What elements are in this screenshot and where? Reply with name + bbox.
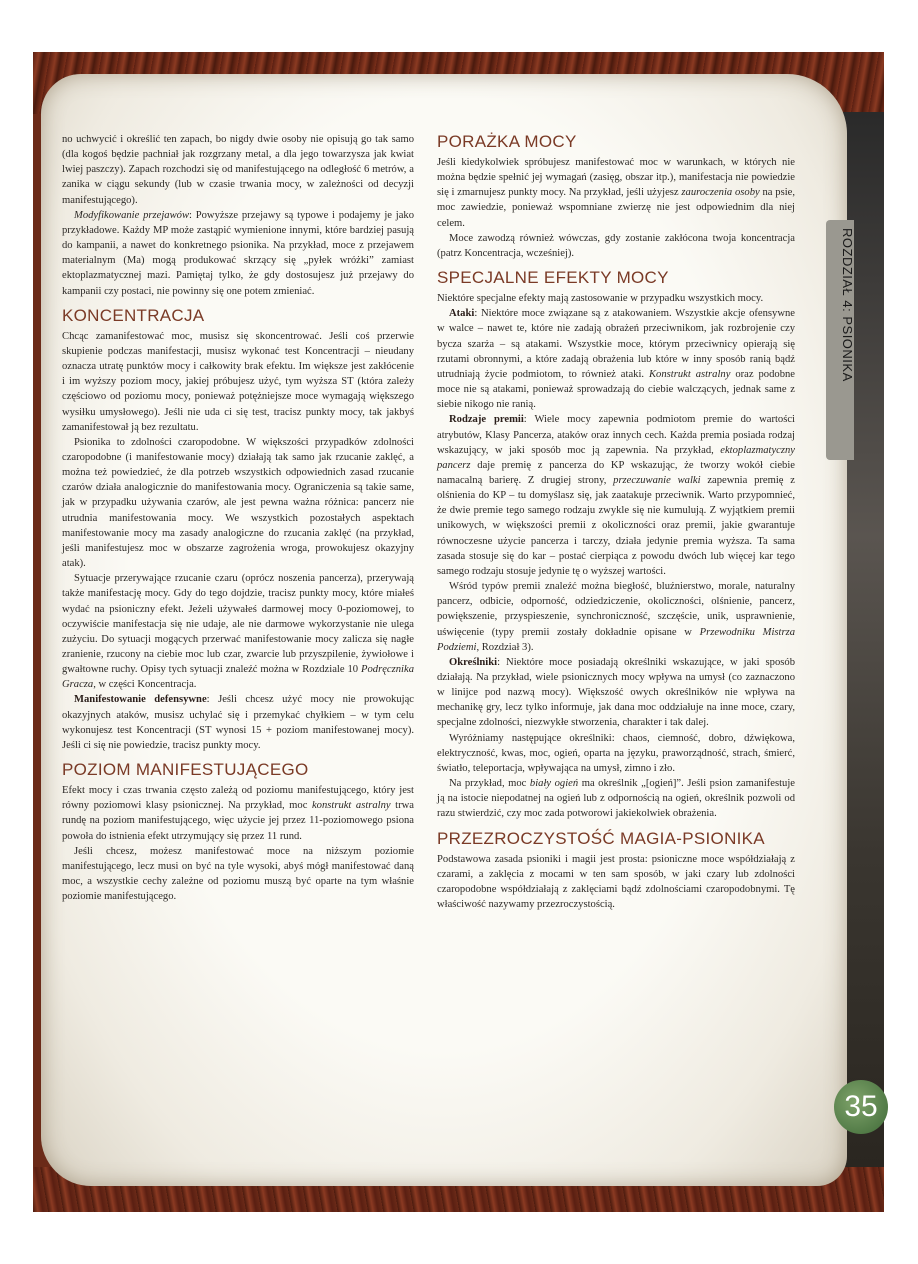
paragraph-lead: Manifestowanie defensywne xyxy=(74,694,207,706)
paragraph: Psionika to zdolności czaropodobne. W większości przypadków zdolności czaropodobne (i manifestowanie mocy) działają tak samo jak rzucanie zaklęć, a można też powiedzieć, że dla potrzeb wszystkich odpowiednich zasad rzucanie czarów działa analogicznie do manifestowania mocy. Ograniczenia są takie same, jak w przypadku używania czarów, ale jest pewna ważna różnica: pancerz nie utrudnia manifestowania mocy. We wszystkich pozostałych aspektach manifestowanie mocy ma zasady analogiczne do rzucania zaklęć (na przykład, jeśli manifestujesz moc w obszarze zagrożenia wroga, prowokujesz okazyjny atak). xyxy=(62,436,414,570)
paragraph: Chcąc zamanifestować moc, musisz się skoncentrować. Jeśli coś przerwie skupienie podczas manifestacji, musisz wykonać test Koncentracji – nieudany oznacza utratę punktów mocy i całkowity brak efektu. Im większe jest zakłócenie i im wyższy poziom mocy, jakiej próbujesz użyć, tym wyższa ST (która zależy częściowo od poziomu mocy, ponieważ potężniejsze moce wymagają większego wysiłku umysłowego). Jeśli nie uda ci się test, tracisz punkty mocy, tak jakbyś zamanifestował ją bez rezultatu. xyxy=(62,330,414,433)
section-heading-porazka: PORAŻKA MOCY xyxy=(437,132,577,151)
paragraph: Sytuacje przerywające rzucanie czaru (oprócz noszenia pancerza), przerywają także manifestację mocy. Gdy do tego dojdzie, tracisz punkty mocy, które miałeś wydać na psioniczny efekt. Jeżeli używałeś darmowej mocy 0-poziomowej, to oczywiście manifestacja się nie udaje, ale nie darmowe wykorzystanie nie ulega zużyciu. Do sytuacji mogących przerwać manifestowanie mocy zalicza się nagłe zranienie, rzucony na ciebie moc lub czar, zwarcie lub przyszpilenie, żywiołowe i gwałtowne ruchy. Opisy tych sytuacji znaleźć można w Rozdziale 10 Podręcznika Gracza, w części Koncentracja. xyxy=(62,573,414,691)
section-heading-specjalne: SPECJALNE EFEKTY MOCY xyxy=(437,268,669,288)
paragraph: Efekt mocy i czas trwania często zależą od poziomu manifestującego, który jest równy poziomowi klasy psionicznej. Na przykład, moc konstrukt astralny trwa rundę na poziom manifestującego, więc użycie jej przez 11-poziomowego psiona powoła do istnienia efekt utrzymujący się przez 11 rund. xyxy=(62,785,414,842)
paragraph: Wśród typów premii znaleźć można biegłość, bluźnierstwo, morale, naturalny pancerz, odbicie, odporność, odziedziczenie, okoliczności, olśnienie, pancerz, powiększenie, przyspieszenie, synchroniczność, szczęście, unik, usprawnienie, uświęcenie (typy premii zostały dokładnie opisane w Przewodniku Mistrza Podziemi, Rozdział 3). xyxy=(437,581,795,653)
paragraph: no uchwycić i określić ten zapach, bo nigdy dwie osoby nie opisują go tak samo (dla kogoś będzie pachniał jak rozgrzany metal, a dla jego towarzysza jak kwiat lwiej paszczy). Zapach rozchodzi się od manifestującego na odległość 6 metrów, a zanika w ciągu sekundy (lub w czasie trwania mocy, w zależności od decyzji manifestującego). xyxy=(62,134,414,206)
section-heading-poziom: POZIOM MANIFESTUJĄCEGO xyxy=(62,760,309,780)
paragraph: Jeśli kiedykolwiek spróbujesz manifestować moc w warunkach, w których nie można będzie spełnić jej wymagań (zasięg, obszar itp.), manifestacja nie powiedzie się i zmarnujesz punkty mocy. Na przykład, jeśli użyjesz zauroczenia osoby na psie, moc zawiedzie, ponieważ wspomniane zwierzę nie jest odpowiednim dla niej celem. xyxy=(437,157,795,229)
paragraph: Ataki: Niektóre moce związane są z atakowaniem. Wszystkie akcje ofensywne w walce – nawet te, które nie zadają obrażeń przeciwnikom, jak rozbrojenie czy bycza szarża – są atakami. Wszystkie moce, którym przeciwnicy opierają się rzutami obronnymi, a które zadają obrażenia lub które w inny sposób ranią bądź utrudniają życie podmiotom, to również ataki. Konstrukt astralny oraz podobne moce nie są atakami, ponieważ sprowadzają do ciebie walczących, jednak same z siebie nikogo nie ranią. xyxy=(437,308,795,411)
paragraph: Niektóre specjalne efekty mają zastosowanie w przypadku wszystkich mocy. xyxy=(437,293,764,305)
paragraph: Wyróżniamy następujące określniki: chaos, ciemność, dobro, dźwiękowa, elektryczność, kwas, moc, ogień, oparta na języku, praworządność, strach, śmierć, światło, teleportacja, wpływająca na umysł, zimno i zło. xyxy=(437,732,795,774)
power-name: ektoplazmatyczny pancerz xyxy=(437,444,795,471)
paragraph: Modyfikowanie przejawów: Powyższe przejawy są typowe i podajemy je jako przykładowe. Każdy MP może zastąpić wymienione innymi, które bardziej pasują do kampanii, a nawet do konkretnego psionika. Na przykład, moce z przejawem materialnym (Ma) mogą produkować skrzący się „pyłek wróżki” zamiast ektoplazmatycznej mazi. Pamiętaj tylko, że gdy dostosujesz już przejawy do kampanii czy postaci, nie powinny się one potem zmieniać. xyxy=(62,209,415,297)
right-column xyxy=(437,132,795,912)
paragraph: Podstawowa zasada psioniki i magii jest prosta: psioniczne moce współdziałają z czarami, a zaklęcia z mocami w ten sam sposób, w jaki czary lub zdolności czaropodobne współdziałają z zaklęciami bądź zdolnościami czaropodobnymi. Tę właściwość nazywamy przezroczystością. xyxy=(437,853,795,911)
chapter-tab-label: ROZDZIAŁ 4: PSIONIKA xyxy=(840,228,855,382)
power-name: Konstrukt astralny xyxy=(648,368,731,380)
power-name: biały ogień xyxy=(529,778,579,790)
paragraph: Manifestowanie defensywne: Jeśli chcesz użyć mocy nie prowokując okazyjnych ataków, musisz uchylać się i przemykać chyłkiem – w tym celu wykonujesz test Koncentracji (ST wynosi 15 + poziom manifestowanej mocy). Jeśli ci się nie powiedzie, tracisz punkty mocy. xyxy=(62,694,414,751)
paragraph-lead: Modyfikowanie przejawów xyxy=(74,209,190,221)
left-column xyxy=(62,132,414,904)
page-number: 35 xyxy=(834,1080,888,1134)
power-name: zauroczenia osoby xyxy=(681,187,760,199)
section-heading-koncentracja: KONCENTRACJA xyxy=(62,305,205,325)
paragraph: Jeśli chcesz, możesz manifestować moce na niższym poziomie manifestującego, lecz musi on być na tyle wysoki, abyś mógł manifestować daną moc, a wszystkie cechy zależne od poziomu muszą być oparte na tym właśnie poziomie manifestującego. xyxy=(62,845,414,903)
section-heading-przezroczystosc: PRZEZROCZYSTOŚĆ MAGIA-PSIONIKA xyxy=(437,828,765,848)
power-name: przeczuwanie walki xyxy=(613,474,701,486)
paragraph-lead: Ataki xyxy=(449,308,475,320)
paragraph: Określniki: Niektóre moce posiadają określniki wskazujące, w jaki sposób działają. Na przykład, wiele psionicznych mocy wpływa na umysł (co zaznaczono w linijce pod nazwą mocy). Większość owych określników nie wpływa na mechanikę gry, lecz tylko informuje, jak dana moc oddziałuje na inne moce, czary, specjalne zdolności, niezwykłe stworzenia, charakter i tak dalej. xyxy=(437,656,795,729)
paragraph: Na przykład, moc biały ogień ma określnik „[ogień]”. Jeśli psion zamanifestuje ją na istocie niepodatnej na ogień lub z odpornością na ogień, określnik pozwoli od razu stwierdzić, czy moc zada potworowi jakiekolwiek obrażenia. xyxy=(437,778,795,820)
book-reference: Przewodniku Mistrza Podziemi xyxy=(437,626,795,653)
paragraph: Rodzaje premii: Wiele mocy zapewnia podmiotom premie do wartości atrybutów, Klasy Pancerza, ataków oraz innych cech. Każda premia posiada rodzaj wskazujący, w jaki sposób moc ją zapewnia. Na przykład, ektoplazmatyczny pancerz daje premię z pancerza do KP wskazując, że tworzy wokół ciebie namacalną barierę. Z drugiej strony, przeczuwanie walki zapewnia premię z olśnienia do KP – tu domyślasz się, jak zaatakuje przeciwnik. Warto przypomnieć, że dwie premie tego samego rodzaju zwykle się nie kumulują. Z wyjątkiem premii unikowych, w większości premii z okoliczności oraz premii, jakie gwarantuje równoczesne użycie pancerza i tarczy, działa jedynie premia wyższa. Ta sama zasada stosuje się do kar – postać cierpiąca z powodu dwóch lub więcej kar tego samego rodzaju stosuje jedynie tę o wyższej wartości. xyxy=(437,414,795,577)
book-reference: Podręcznika Gracza xyxy=(62,664,414,691)
paragraph-lead: Rodzaje premii xyxy=(449,414,524,426)
power-name: konstrukt astralny xyxy=(311,800,391,812)
paragraph: Moce zawodzą również wówczas, gdy zostanie zakłócona twoja koncentracja (patrz Koncentracja, wcześniej). xyxy=(437,232,795,259)
paragraph-lead: Określniki xyxy=(449,656,498,668)
